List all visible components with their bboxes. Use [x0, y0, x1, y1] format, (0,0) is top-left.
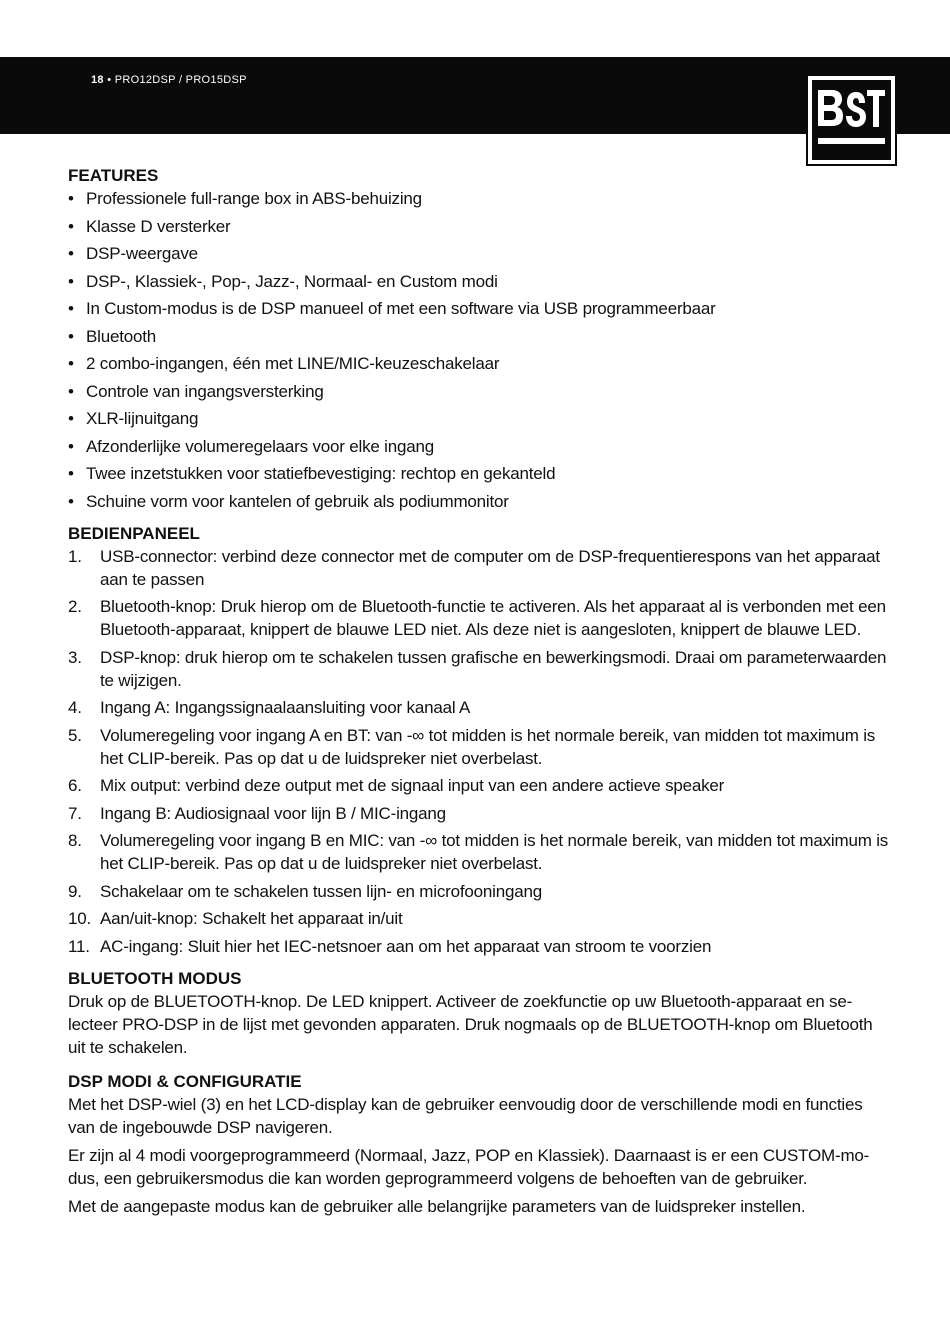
list-item: • Klasse D versterker	[68, 216, 231, 236]
bst-logo-mark	[812, 80, 891, 160]
list-item: 1. USB-connector: verbind deze connector met de computer om de DSP-frequentierespons van het apparaat aan te passen	[68, 546, 880, 589]
list-item: 6. Mix output: verbind deze output met de signaal input van een andere actieve speaker	[68, 776, 725, 795]
list-item: • Twee inzetstukken voor statiefbevestiging: rechtop en gekanteld	[68, 464, 556, 483]
list-item: • DSP-weergave	[68, 244, 198, 263]
list-item: 8. Volumeregeling voor ingang B en MIC: van -∞ tot midden is het normale bereik, van midden tot maximum is het CLIP-bereik. Pas op dat u de luidspreker niet overbelast.	[68, 831, 889, 873]
panel-heading: BEDIENPANEEL	[68, 523, 200, 543]
list-item: • Schuine vorm voor kantelen of gebruik als podiummonitor	[68, 491, 509, 511]
bst-logo	[808, 76, 895, 164]
list-item: • In Custom-modus is de DSP manueel of met een software via USB programmeerbaar	[68, 299, 716, 318]
features-heading: FEATURES	[68, 166, 159, 185]
dsp-paragraph: Met de aangepaste modus kan de gebruiker alle belangrijke parameters van de luidspreker instellen.	[68, 1196, 806, 1216]
list-item: 3. DSP-knop: druk hierop om te schakelen tussen grafische en bewerkingsmodi. Draai om parameterwaarden te wijzigen.	[68, 647, 887, 690]
list-item: • XLR-lijnuitgang	[68, 409, 199, 428]
list-item: 11. AC-ingang: Sluit hier het IEC-netsnoer aan om het apparaat van stroom te voorzien	[68, 936, 712, 956]
panel-list	[68, 545, 890, 958]
list-item: 7. Ingang B: Audiosignaal voor lijn B / MIC-ingang	[68, 803, 446, 823]
list-item: 10. Aan/uit-knop: Schakelt het apparaat in/uit	[68, 909, 403, 928]
bluetooth-heading: BLUETOOTH MODUS	[68, 968, 242, 988]
list-item: 4. Ingang A: Ingangssignaalaansluiting voor kanaal A	[68, 698, 471, 717]
bluetooth-text: Druk op de BLUETOOTH-knop. De LED knippert. Activeer de zoekfunctie op uw Bluetooth-apparaat en selecteer PRO-DSP in de lijst met gevonden apparaten. Druk nogmaals op de BLUETOOTH-knop om Bluetooth uit te schakelen.	[68, 991, 873, 1057]
dsp-paragraph: Met het DSP-wiel (3) en het LCD-display kan de gebruiker eenvoudig door de verschillende modi en functies van de ingebouwde DSP navigeren.	[68, 1094, 863, 1137]
dsp-heading: DSP MODI & CONFIGURATIE	[68, 1071, 302, 1091]
list-item: 9. Schakelaar om te schakelen tussen lijn- en microfooningang	[68, 881, 542, 901]
page-content	[68, 165, 890, 1223]
header-separator: •	[107, 74, 112, 86]
model-name: PRO12DSP / PRO15DSP	[114, 74, 247, 86]
dsp-paragraph: Er zijn al 4 modi voorgeprogrammeerd (Normaal, Jazz, POP en Klassiek). Daarnaast is er een CUSTOM-modus, een gebruikersmodus die kan worden geprogrammeerd volgens de behoeften van de gebruiker.	[68, 1145, 870, 1188]
list-item: • DSP-, Klassiek-, Pop-, Jazz-, Normaal- en Custom modi	[68, 271, 498, 291]
page-number: 18	[91, 74, 104, 86]
list-item: • Afzonderlijke volumeregelaars voor elke ingang	[68, 436, 434, 456]
list-item: 2. Bluetooth-knop: Druk hierop om de Bluetooth-functie te activeren. Als het apparaat al is verbonden met een Bluetooth-apparaat, knippert de blauwe LED niet. Als deze niet is aangesloten, knippert de blauwe LED.	[68, 597, 886, 639]
running-header	[91, 74, 247, 86]
list-item: • Professionele full-range box in ABS-behuizing	[68, 189, 422, 208]
list-item: • Bluetooth	[68, 326, 157, 346]
list-item: 5. Volumeregeling voor ingang A en BT: van -∞ tot midden is het normale bereik, van midden tot maximum is het CLIP-bereik. Pas op dat u de luidspreker niet overbelast.	[68, 725, 876, 768]
features-list	[68, 187, 890, 513]
list-item: • 2 combo-ingangen, één met LINE/MIC-keuzeschakelaar	[68, 354, 500, 373]
list-item: • Controle van ingangsversterking	[68, 381, 324, 401]
